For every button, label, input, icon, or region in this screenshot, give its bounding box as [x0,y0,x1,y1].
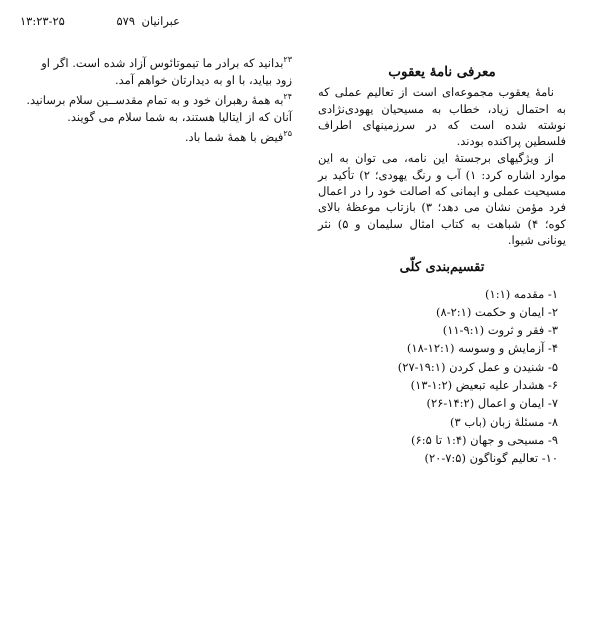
verse-number: ۲۵ [283,129,292,139]
verse-23 [24,52,292,88]
verse-text: فیض با همهٔ شما باد. [184,130,284,145]
outline-list [318,285,566,468]
outline-item: ۳- فقر و ثروت (۹:۱-۱۱) [442,323,558,338]
running-head-book: عبرانیان [141,14,180,28]
outline-item: ۵- شنیدن و عمل کردن (۱۹:۱-۲۷) [397,359,558,374]
outline-item: ۱- مقدمه (۱:۱) [485,286,558,301]
outline-item: ۴- آزمایش و وسوسه (۱۲:۱-۱۸) [406,341,558,356]
page-header [20,10,580,30]
verse-24 [24,89,292,125]
verse-text: به همهٔ رهبران خود و به تمام مقدســین سلام برسانید. آنان که از ایتالیا هستند، به شما سلام می گویند. [26,93,292,124]
outline-item: ۸- مسئلهٔ زبان (باب ۳) [450,414,558,429]
verse-number: ۲۳ [283,55,292,64]
outline-item: ۲- ایمان و حکمت (۲:۱-۸) [436,304,558,319]
outline-item: ۹- مسیحی و جهان (۱:۴ تا ۶:۵) [411,432,558,447]
introduction-paragraph: نامهٔ یعقوب مجموعه‌ای است از تعالیم عملی که به احتمال زیاد، خطاب به مسیحیان یهودی‌نژادی نوشته شده است که در سرزمینهای اطراف فلسطین پراکنده بودند. [318,85,566,149]
outline-item: ۱۰- تعالیم گوناگون (۷:۵-۲۰) [424,451,558,466]
outline-title: تقسیم‌بندی کلّی [399,260,485,276]
outline-item: ۷- ایمان و اعمال (۱۴:۲-۲۶) [426,396,558,411]
page-number: ۵۷۹ [116,14,135,28]
introduction-title: معرفی نامهٔ یعقوب [388,64,496,80]
introduction-column [318,64,566,468]
running-head-reference: ۱۳:۲۳-۲۵ [20,14,65,28]
outline-item: ۶- هشدار علیه تبعیض (۱:۲-۱۳) [410,378,558,393]
introduction-paragraph: از ویژگیهای برجستهٔ این نامه، می توان به این موارد اشاره کرد: ۱) آب و رنگ یهودی؛ ۲) تأکید بر مسیحیت عملی و ایمانی که اصالت خود را در اعمال فرد مؤمن نشان می دهد؛ ۳) بازتاب موعظهٔ بالای کوه؛ ۴) شباهت به کتاب امثال سلیمان و ۵) نثر یونانی شیوا. [318,151,567,247]
verse-number: ۲۴ [283,92,292,102]
verse-text: بدانید که برادر ما تیموتائوس آزاد شده است. اگر او زود بیاید، با او به دیدارتان خواهم آمد. [41,55,292,87]
verses-column [24,52,292,147]
verse-25 [24,126,292,146]
